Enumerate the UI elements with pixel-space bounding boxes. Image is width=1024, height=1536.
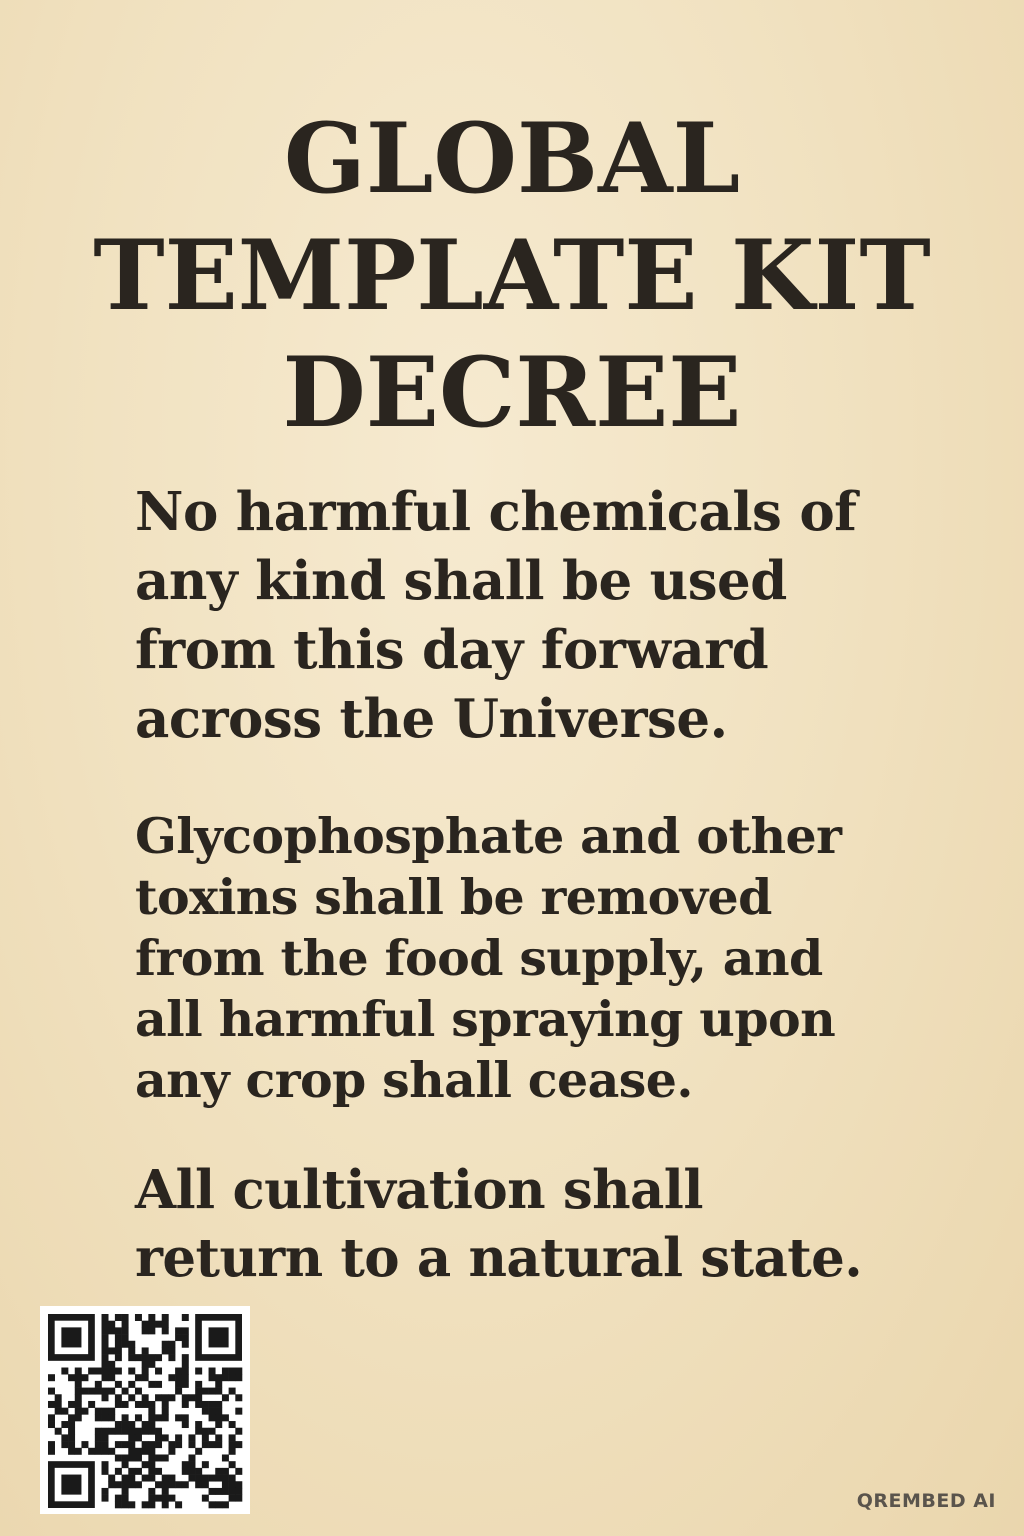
decree-paragraph-chemicals: No harmful chemicals of any kind shall be used from this day forward across the Universe. [135, 481, 857, 750]
decree-paragraph-toxins: Glycophosphate and other toxins shall be removed from the food supply, and all harmful spraying upon any crop shall cease. [135, 807, 842, 1109]
decree-paragraph-cultivation: All cultivation shall return to a natural state. [135, 1159, 863, 1289]
brand-label: QREMBED AI [856, 1490, 996, 1512]
title-line-1: GLOBAL [283, 102, 741, 215]
page-title [0, 100, 1024, 451]
title-line-3: DECREE [282, 336, 742, 449]
qr-code-icon[interactable] [40, 1306, 250, 1514]
qr-code-graphic [40, 1306, 250, 1514]
title-line-2: TEMPLATE KIT [93, 219, 931, 332]
